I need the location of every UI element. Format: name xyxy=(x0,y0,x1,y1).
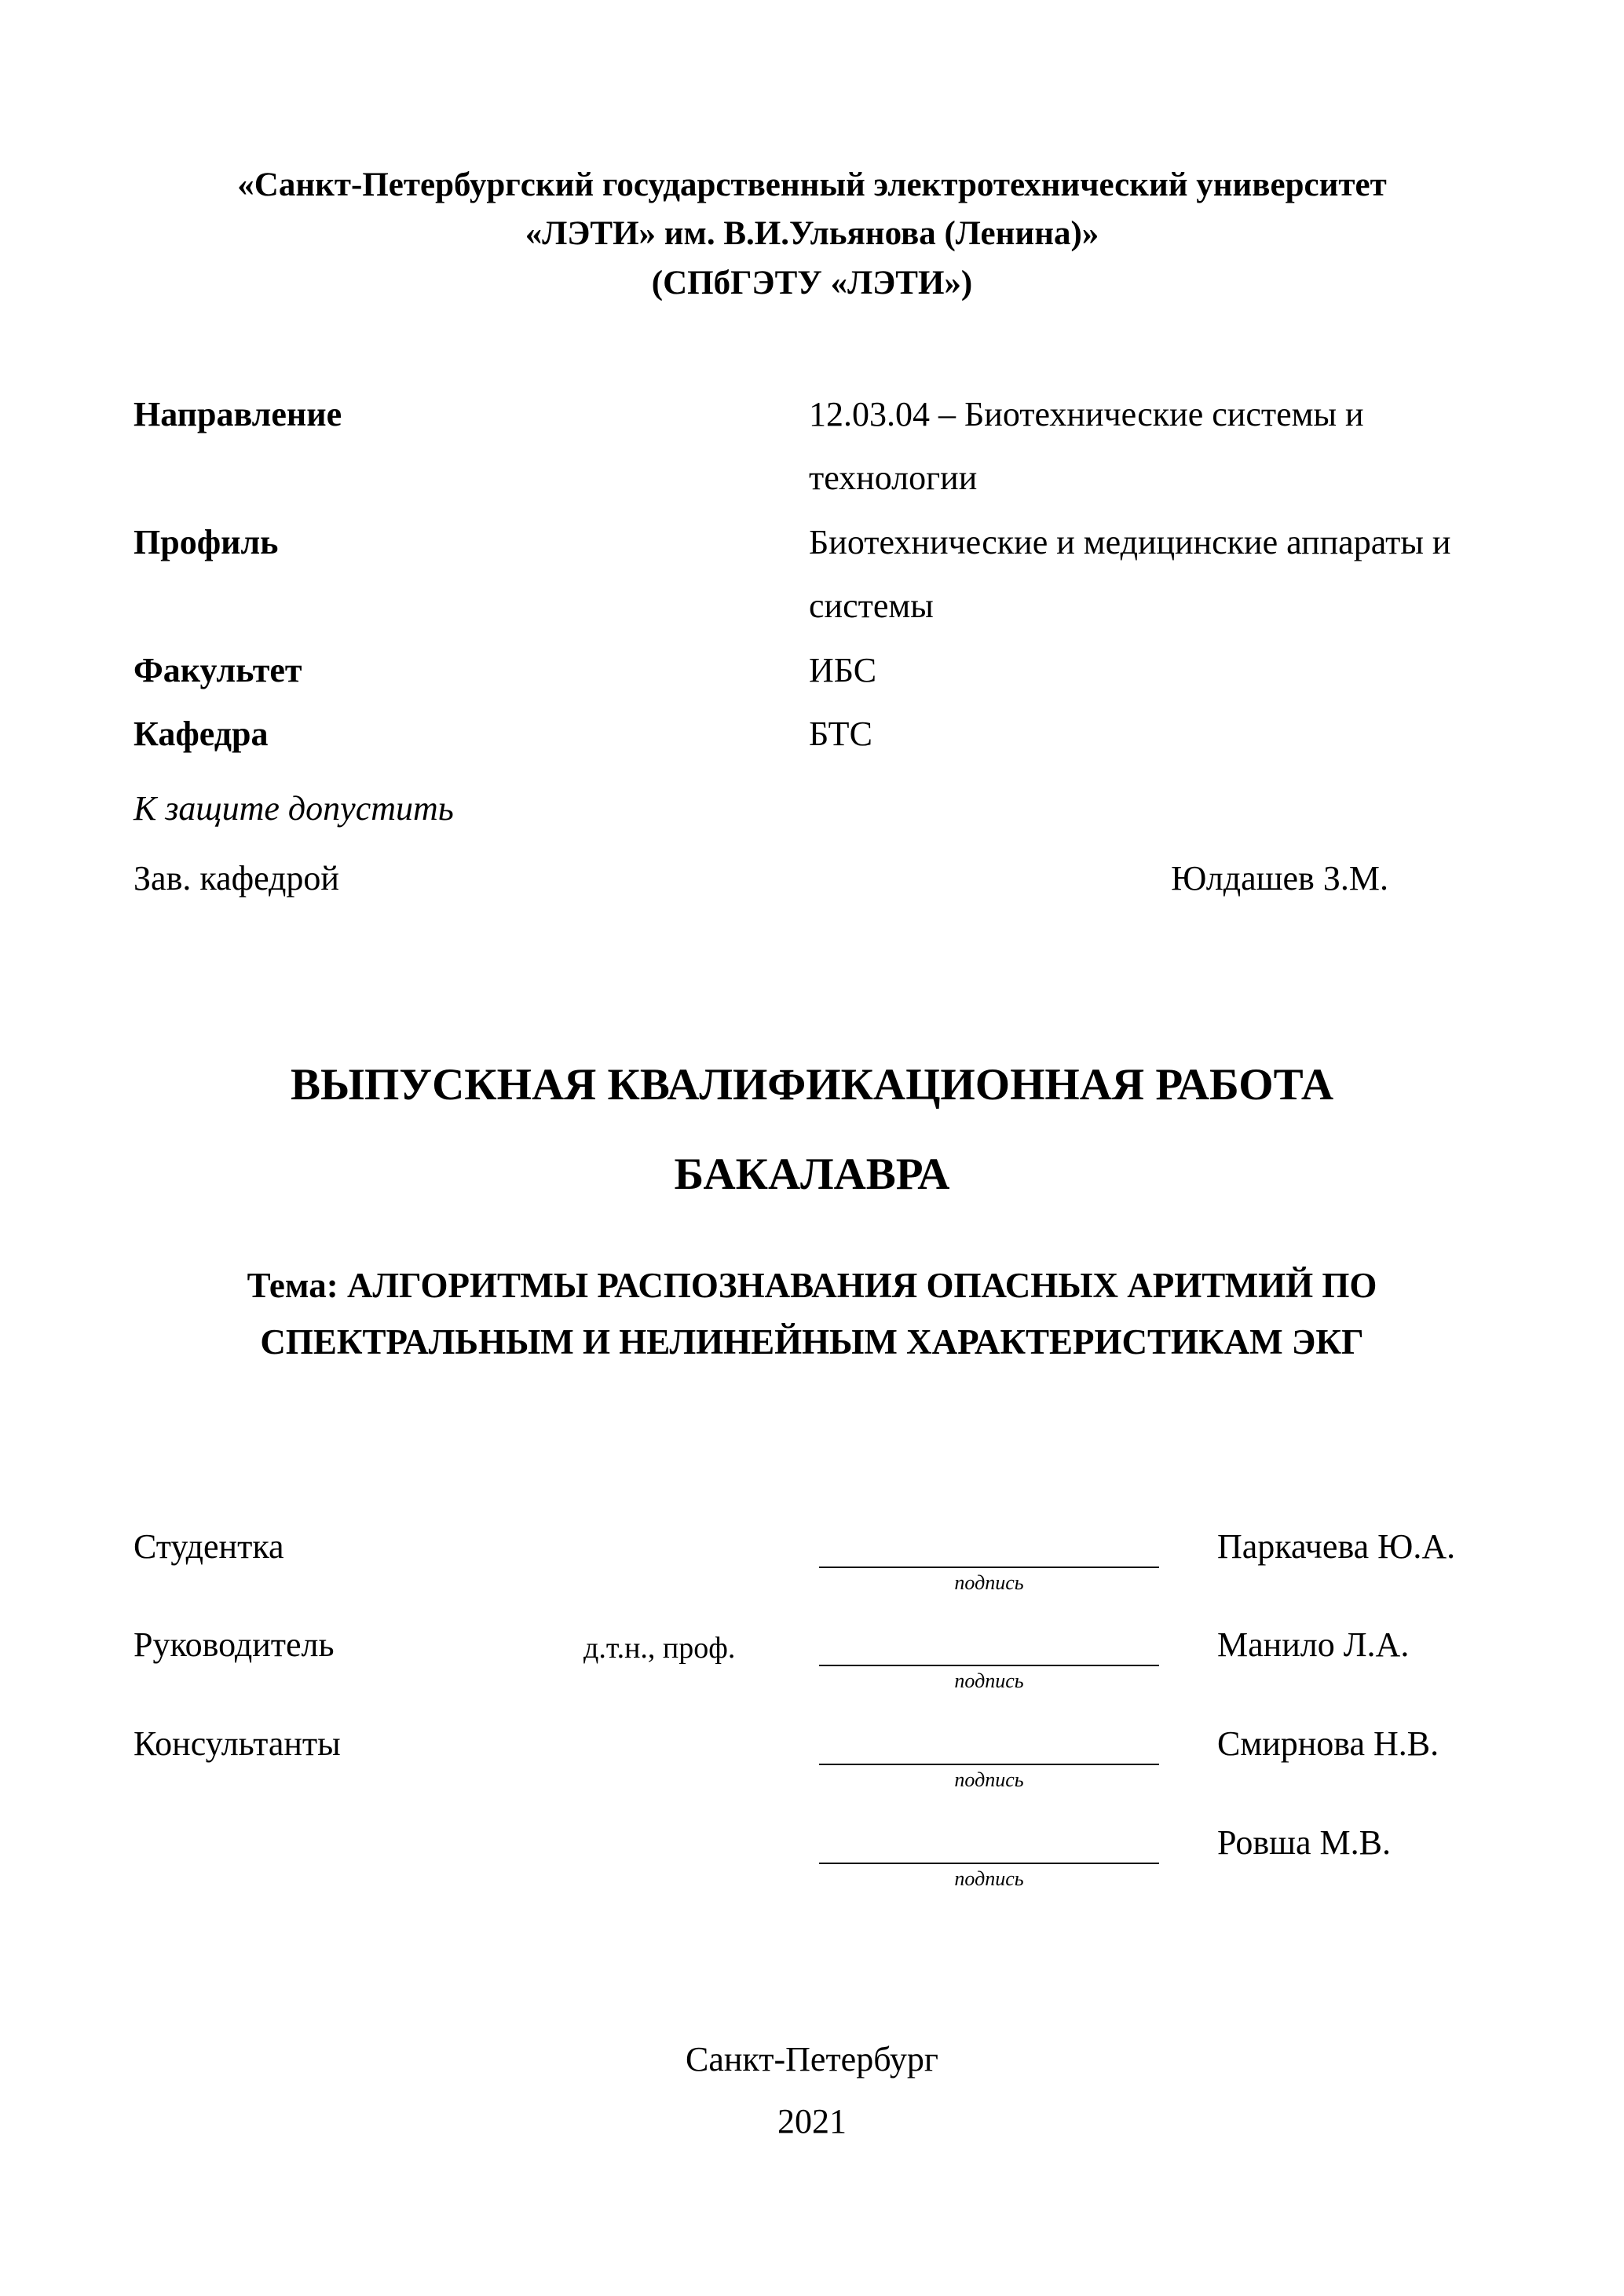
signature-role: Студентка xyxy=(134,1526,284,1566)
signature-degree xyxy=(583,1724,819,1731)
signature-row-consultant-1 xyxy=(134,1724,1490,1792)
signature-field xyxy=(819,1527,1159,1595)
thesis-theme-line1: Тема: АЛГОРИТМЫ РАСПОЗНАВАНИЯ ОПАСНЫХ АРИТМИЙ ПО xyxy=(247,1265,1377,1305)
work-title-line2: БАКАЛАВРА xyxy=(674,1149,950,1199)
university-name-line1: «Санкт-Петербургский государственный электротехнический университет xyxy=(237,166,1387,203)
signature-field xyxy=(819,1823,1159,1891)
field-label-department: Кафедра xyxy=(134,714,269,753)
footer-city: Санкт-Петербург xyxy=(686,2040,938,2079)
signature-field xyxy=(819,1724,1159,1792)
signature-caption: подпись xyxy=(954,1768,1024,1792)
field-row-faculty xyxy=(134,638,1490,702)
permit-line: К защите допустить xyxy=(134,789,454,828)
thesis-theme xyxy=(134,1257,1490,1370)
signature-name: Манило Л.А. xyxy=(1217,1625,1410,1665)
department-head-row xyxy=(134,859,1490,899)
field-value-faculty: ИБС xyxy=(809,650,877,689)
field-value-profile: Биотехнические и медицинские аппараты и системы xyxy=(809,522,1451,626)
approval-block xyxy=(134,789,1490,898)
signature-row-consultant-2 xyxy=(134,1823,1490,1891)
signature-degree xyxy=(583,1823,819,1830)
thesis-theme-line2: СПЕКТРАЛЬНЫМ И НЕЛИНЕЙНЫМ ХАРАКТЕРИСТИКАМ ЭКГ xyxy=(260,1322,1364,1362)
field-value-direction: 12.03.04 – Биотехнические системы и технологии xyxy=(809,395,1364,498)
field-row-department xyxy=(134,702,1490,766)
signature-row-student xyxy=(134,1527,1490,1595)
signature-name: Паркачева Ю.А. xyxy=(1217,1526,1456,1566)
signature-role: Руководитель xyxy=(134,1625,335,1665)
university-header xyxy=(134,161,1490,308)
signature-line xyxy=(819,1823,1159,1864)
signature-line xyxy=(819,1625,1159,1666)
work-title-line1: ВЫПУСКНАЯ КВАЛИФИКАЦИОННАЯ РАБОТА xyxy=(290,1059,1333,1110)
signature-field xyxy=(819,1625,1159,1693)
signature-line xyxy=(819,1527,1159,1568)
department-head-name: Юлдашев З.М. xyxy=(1171,858,1388,898)
signature-caption: подпись xyxy=(954,1570,1024,1594)
signatures-block xyxy=(134,1527,1490,1892)
signature-name: Ровша М.В. xyxy=(1217,1823,1392,1863)
signature-row-supervisor xyxy=(134,1625,1490,1693)
field-label-faculty: Факультет xyxy=(134,650,302,689)
field-value-department: БТС xyxy=(809,714,872,753)
program-fields xyxy=(134,382,1490,766)
signature-caption: подпись xyxy=(954,1867,1024,1891)
university-abbreviation: (СПбГЭТУ «ЛЭТИ») xyxy=(651,264,973,302)
page-footer xyxy=(134,2028,1490,2152)
signature-degree xyxy=(583,1527,819,1534)
signature-caption: подпись xyxy=(954,1669,1024,1693)
department-head-label: Зав. кафедрой xyxy=(134,858,339,898)
signature-degree: д.т.н., проф. xyxy=(583,1632,736,1665)
work-title xyxy=(134,1040,1490,1219)
field-row-profile xyxy=(134,510,1490,638)
field-label-direction: Направление xyxy=(134,395,342,434)
signature-role: Консультанты xyxy=(134,1724,341,1764)
university-name-line2: «ЛЭТИ» им. В.И.Ульянова (Ленина)» xyxy=(525,215,1099,253)
footer-year: 2021 xyxy=(777,2102,847,2141)
signature-line xyxy=(819,1724,1159,1765)
field-row-direction xyxy=(134,382,1490,510)
field-label-profile: Профиль xyxy=(134,522,279,561)
signature-name: Смирнова Н.В. xyxy=(1217,1724,1439,1764)
